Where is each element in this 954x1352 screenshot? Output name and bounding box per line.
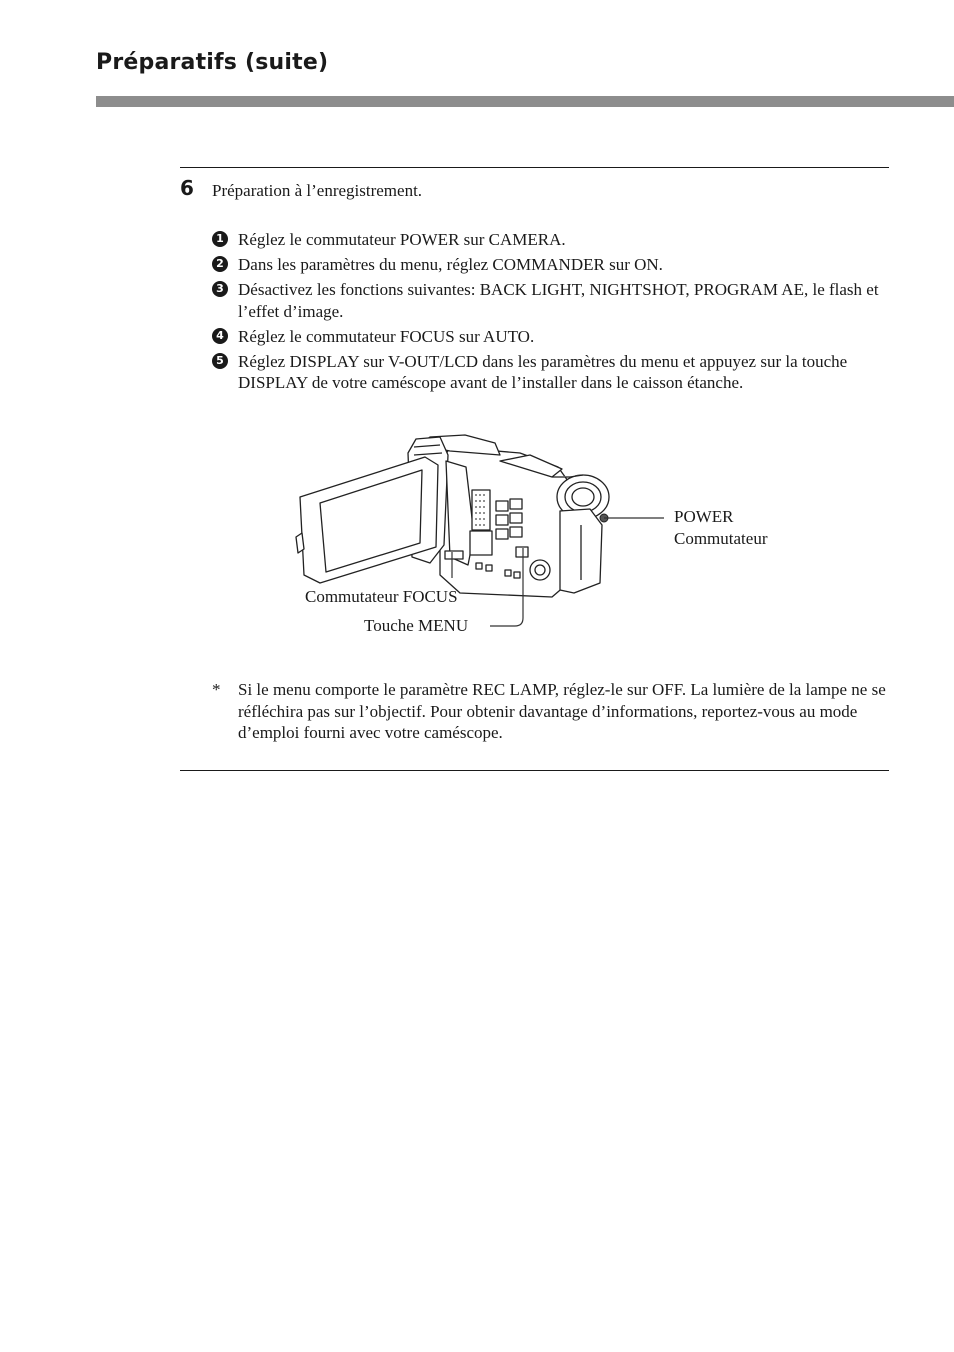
footnote [212, 679, 892, 744]
item-text: Dans les paramètres du menu, réglez COMMANDER sur ON. [238, 255, 663, 274]
list-item [212, 229, 892, 251]
circled-number: 2 [212, 256, 228, 272]
list-item [212, 279, 892, 322]
item-text: Réglez DISPLAY sur V-OUT/LCD dans les paramètres du menu et appuyez sur la touche DISPLAY de votre caméscope avant de l’installer dans le caisson étanche. [238, 351, 848, 392]
item-text: Réglez le commutateur FOCUS sur AUTO. [238, 326, 535, 346]
list-item [212, 254, 892, 276]
page-title: Préparatifs (suite) [96, 50, 329, 75]
footnote-mark: * [212, 680, 221, 699]
list-item [212, 326, 892, 348]
power-label-line-1: POWER [674, 507, 734, 526]
circled-number: 4 [212, 328, 228, 344]
focus-switch-label: Commutateur FOCUS [305, 587, 458, 606]
circled-number: 3 [212, 281, 228, 297]
footnote-text: Si le menu comporte le paramètre REC LAMP, réglez-le sur OFF. La lumière de la lampe ne se réfléchira pas sur l’objectif. Pour obtenir davantage d’informations, reportez-vous au mode d’emploi fourni avec votre caméscope. [238, 680, 886, 742]
step-number: 6 [180, 176, 194, 200]
item-text: Désactivez les fonctions suivantes: BACK LIGHT, NIGHTSHOT, PROGRAM AE, le flash et l’effet d’image. [238, 280, 879, 321]
menu-button-label: Touche MENU [364, 616, 469, 635]
circled-number: 5 [212, 353, 228, 369]
circled-number: 1 [212, 231, 228, 247]
list-item [212, 351, 892, 394]
power-switch-label [674, 506, 767, 549]
step-items [212, 229, 892, 397]
camcorder-illustration [290, 425, 630, 605]
item-text: Réglez le commutateur POWER sur CAMERA. [238, 230, 566, 249]
top-rule [180, 167, 889, 168]
bottom-rule [180, 770, 889, 771]
step-text: Préparation à l’enregistrement. [212, 181, 423, 200]
power-label-line-2: Commutateur [674, 528, 768, 548]
header-bar [96, 96, 954, 107]
